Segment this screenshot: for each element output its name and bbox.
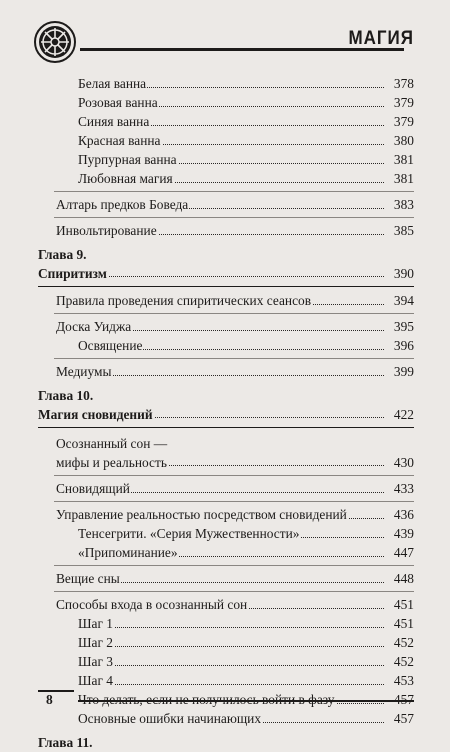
toc-entry[interactable] [38,317,414,336]
toc-entry[interactable] [38,169,414,188]
toc-entry-title-line1: Осознанный сон — [56,436,168,451]
mandala-icon [33,20,77,64]
toc-divider [54,501,414,502]
page-header [0,0,450,70]
toc-entry-page: 439 [386,524,414,543]
toc-entry-page: 380 [386,131,414,150]
toc-entry-title: Вещие сны [56,571,120,586]
toc-entry[interactable] [38,131,414,150]
toc-entry-page: 383 [386,195,414,214]
toc-divider [54,313,414,314]
toc-entry-page: 447 [386,543,414,562]
toc-entry[interactable] [38,291,414,310]
toc-divider [54,358,414,359]
toc-entry-title: Пурпурная ванна [78,152,177,167]
chapter-title: Спиритизм [38,266,107,281]
toc-entry-title: Доска Уиджа [56,319,132,334]
toc-entry-page: 436 [386,505,414,524]
toc-entry-title: Инвольтирование [56,223,157,238]
toc-entry[interactable] [38,479,414,498]
toc-divider [54,565,414,566]
toc-entry-page: 452 [386,633,414,652]
toc-entry-title: Шаг 4 [78,673,113,688]
toc-entry-title: Основные ошибки начинающих [78,711,262,726]
footer-rule [78,700,414,702]
toc-entry-title: Алтарь предков Боведа [56,197,189,212]
toc-entry-title: Красная ванна [78,133,161,148]
toc-entry[interactable] [38,524,414,543]
toc-entry[interactable] [38,569,414,588]
toc-entry-page: 396 [386,336,414,355]
footer-mark [38,690,74,714]
toc-entry-title-line2: мифы и реальность [56,455,167,470]
toc-entry-title: Управление реальностью посредством сновидений [56,507,347,522]
chapter-number: Глава 9. [38,247,87,262]
toc-entry-page: 385 [386,221,414,240]
toc-entry-page: 453 [386,671,414,690]
toc-entry[interactable] [38,434,414,472]
toc-entry-page: 399 [386,362,414,381]
chapter-number: Глава 11. [38,735,93,750]
toc-entry-page: 457 [386,709,414,728]
toc-entry-page: 379 [386,112,414,131]
toc-entry[interactable] [38,336,414,355]
toc-entry-page: 422 [386,405,414,424]
toc-entry-title: Синяя ванна [78,114,150,129]
toc-divider [54,591,414,592]
toc-entry-page: 378 [386,74,414,93]
toc-entry-title: Тенсегрити. «Серия Мужественности» [78,526,300,541]
toc-divider [54,191,414,192]
toc-entry[interactable] [38,112,414,131]
toc-entry-page: 451 [386,614,414,633]
toc-entry-page: 381 [386,169,414,188]
toc-entry[interactable] [38,614,414,633]
toc-entry[interactable] [38,150,414,169]
toc-entry-title: Сновидящий [56,481,130,496]
toc-entry-page: 390 [386,264,414,283]
toc-entry-title: Шаг 1 [78,616,113,631]
toc-entry[interactable] [38,595,414,614]
toc-divider [54,475,414,476]
toc-entry[interactable] [38,195,414,214]
toc-entry[interactable] [38,671,414,690]
toc-entry-page: 452 [386,652,414,671]
toc-entry[interactable] [38,652,414,671]
page-number: 8 [46,692,53,707]
toc-entry-page: 430 [386,453,414,472]
toc-entry[interactable] [38,543,414,562]
toc-entry[interactable] [38,93,414,112]
table-of-contents [38,74,414,752]
toc-entry-page: 394 [386,291,414,310]
toc-entry-page: 381 [386,150,414,169]
chapter-title-entry[interactable] [38,264,414,287]
toc-entry-page: 395 [386,317,414,336]
toc-entry-title: Шаг 2 [78,635,113,650]
toc-entry-title: Розовая ванна [78,95,158,110]
toc-entry[interactable] [38,633,414,652]
chapter-number: Глава 10. [38,388,94,403]
toc-entry-page: 433 [386,479,414,498]
toc-entry-title: «Припоминание» [78,545,178,560]
toc-entry[interactable] [38,505,414,524]
toc-entry[interactable] [38,221,414,240]
running-head-title: МАГИЯ [348,26,414,49]
toc-entry-title: Любовная магия [78,171,173,186]
toc-entry-title: Медиумы [56,364,112,379]
page-footer [38,690,414,712]
toc-entry-title: Способы входа в осознанный сон [56,597,248,612]
chapter-title-entry[interactable] [38,405,414,428]
toc-entry[interactable] [38,74,414,93]
toc-entry-title: Белая ванна [78,76,147,91]
toc-divider [54,217,414,218]
toc-entry[interactable] [38,362,414,381]
toc-entry-title: Шаг 3 [78,654,113,669]
toc-entry-page: 448 [386,569,414,588]
toc-entry-title: Освящение [78,338,143,353]
chapter-title: Магия сновидений [38,407,153,422]
toc-entry-page: 379 [386,93,414,112]
toc-entry-page: 451 [386,595,414,614]
toc-entry-title: Правила проведения спиритических сеансов [56,293,312,308]
